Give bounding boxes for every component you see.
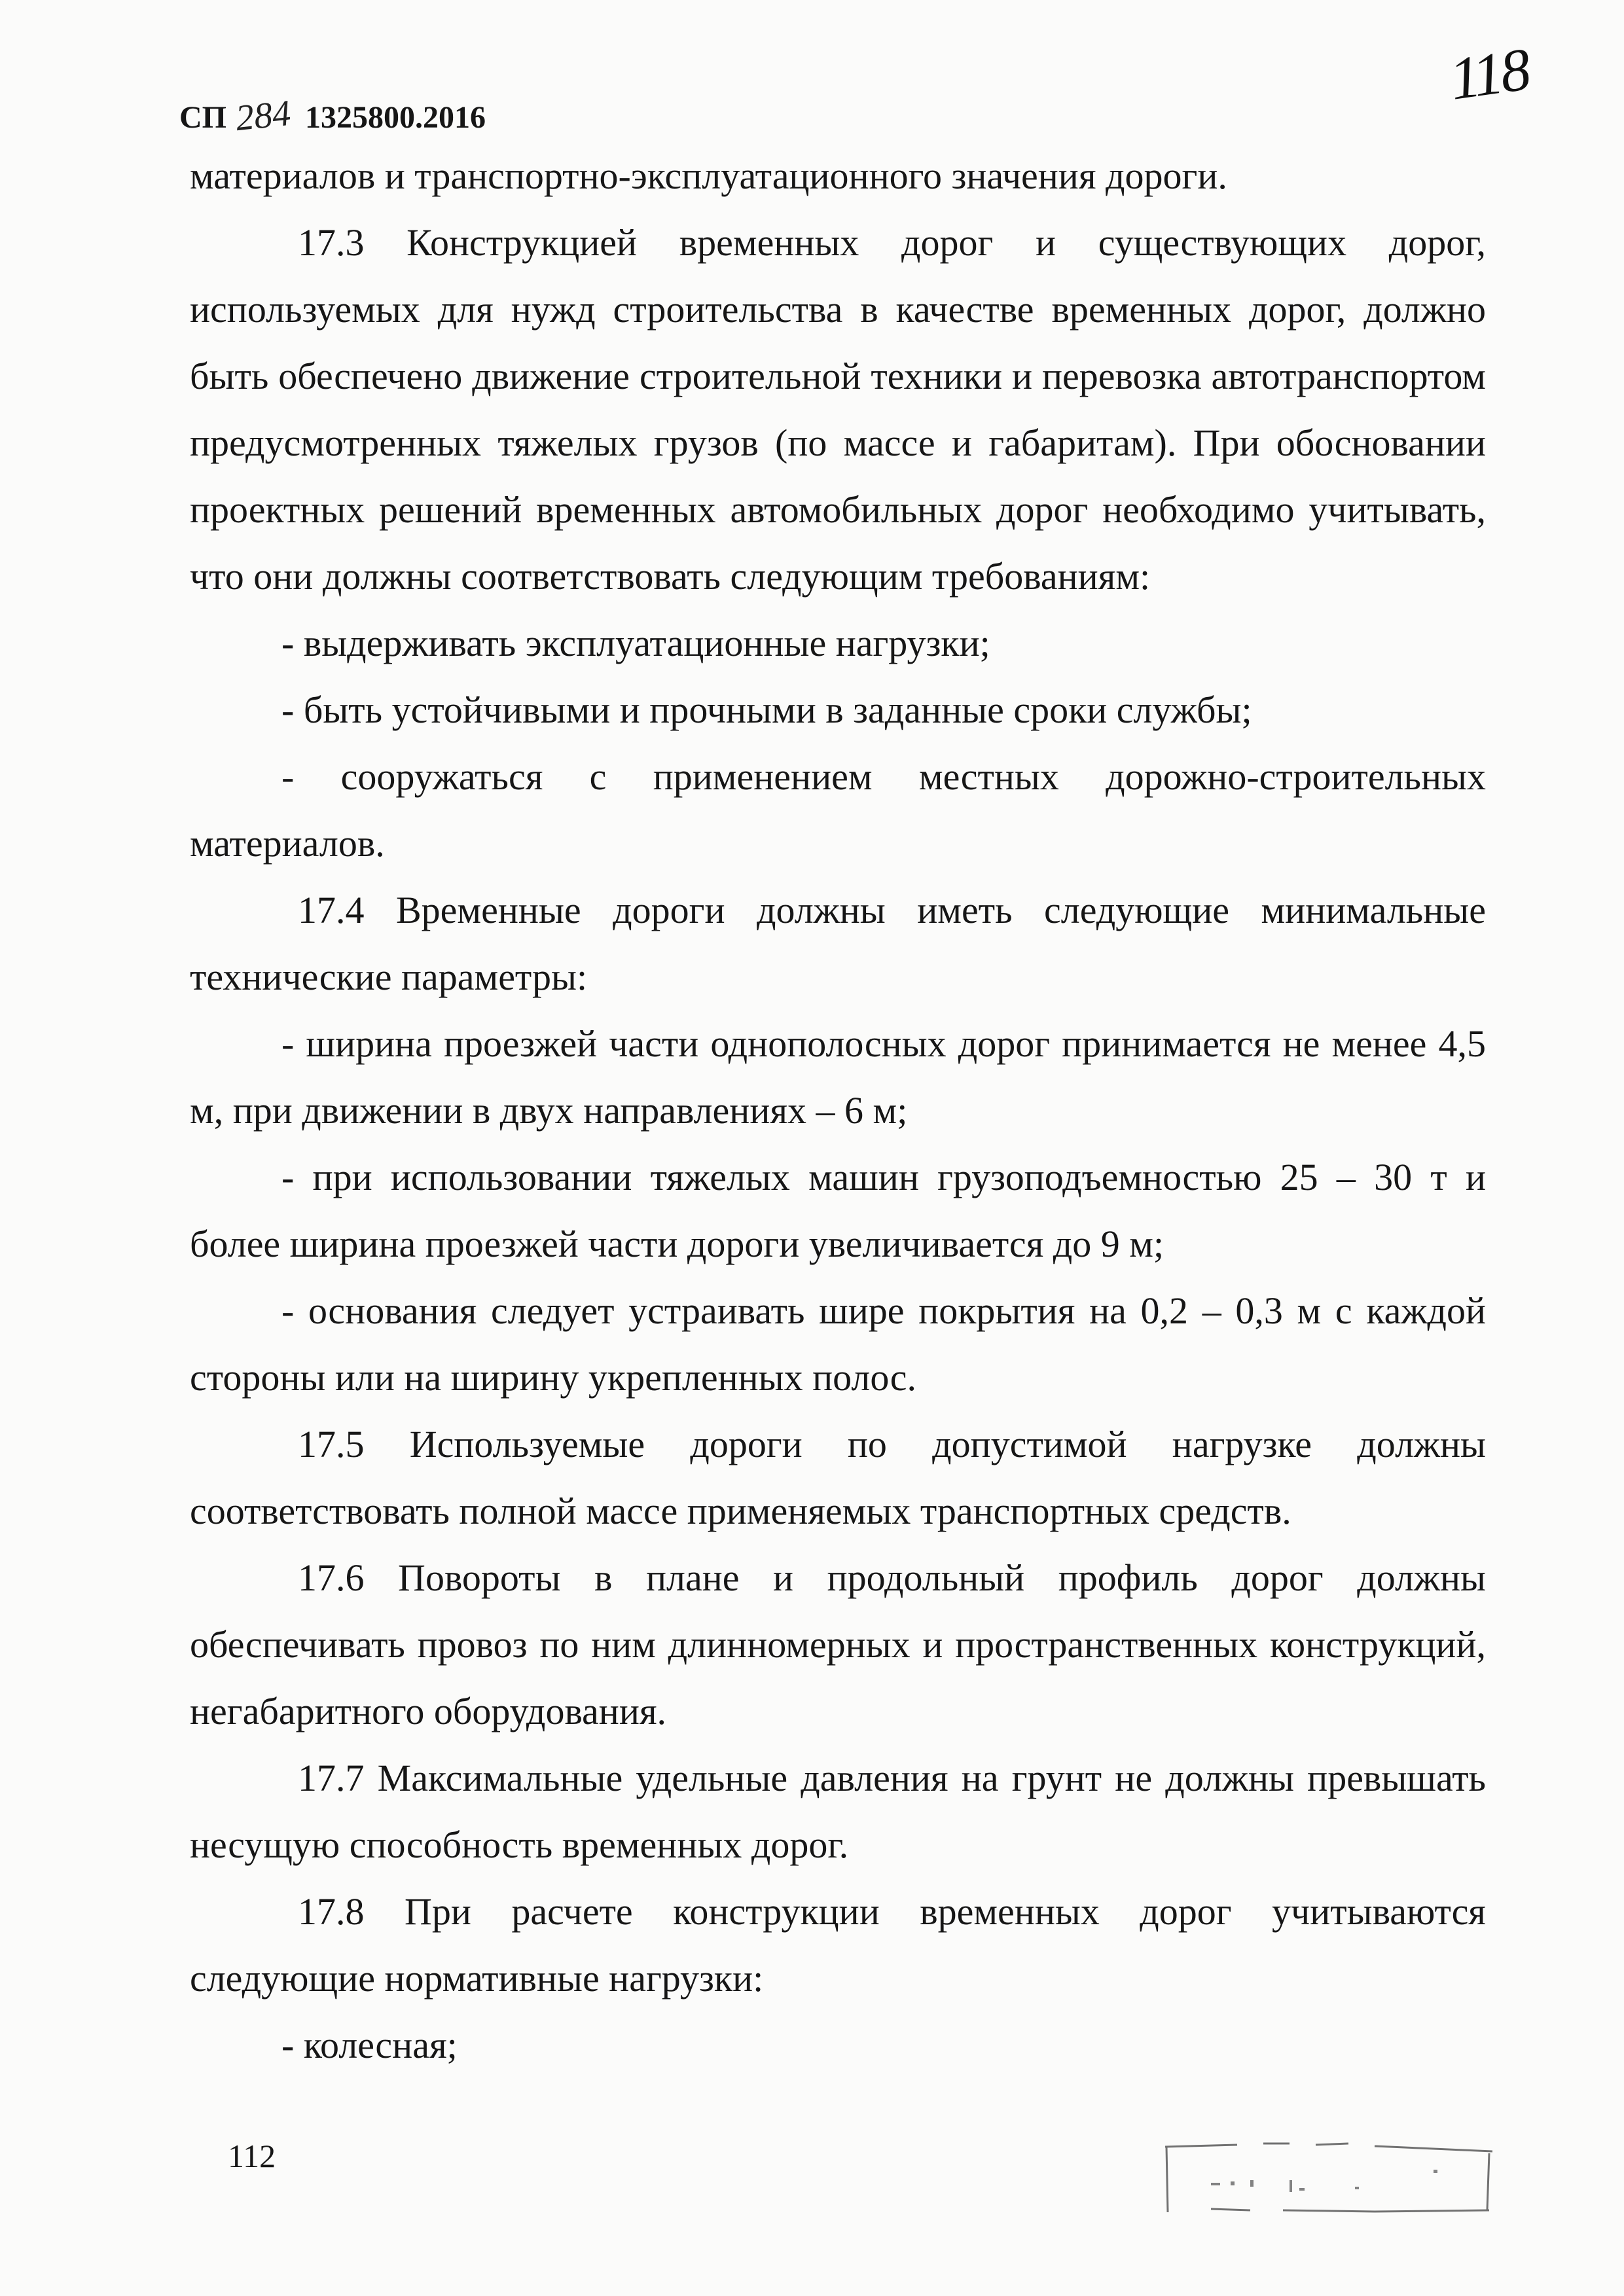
paragraph-17-5: 17.5 Используемые дороги по допустимой нагрузке должны соответствовать полной массе применяемых транспортных средств. [190, 1423, 1486, 1532]
paragraph-17-7: 17.7 Максимальные удельные давления на грунт не должны превышать несущую способность временных дорог. [190, 1757, 1486, 1866]
faded-stamp [1159, 2137, 1499, 2215]
document-header [179, 92, 486, 139]
list-item: - выдерживать эксплуатационные нагрузки; [281, 622, 990, 664]
list-item: - сооружаться с применением местных дорожно-строительных материалов. [190, 755, 1486, 865]
document-body [190, 143, 1486, 2079]
paragraph-17-8: 17.8 При расчете конструкции временных дорог учитываются следующие нормативные нагрузки: [190, 1890, 1486, 2000]
paragraph-17-3: 17.3 Конструкцией временных дорог и существующих дорог, используемых для нужд строительства в качестве временных дорог, должно быть обеспечено движение строительной техники и перевозка автотранспортом предусмотренных тяжелых грузов (по массе и габаритам). При обосновании проектных решений временных автомобильных дорог необходимо учитывать, что они должны соответствовать следующим требованиям: [190, 221, 1486, 598]
list-item: - колесная; [281, 2024, 458, 2066]
standard-number: 1325800.2016 [305, 100, 486, 135]
header-sp: СП [179, 100, 226, 135]
paragraph-17-4: 17.4 Временные дороги должны иметь следующие минимальные технические параметры: [190, 889, 1486, 998]
paragraph-17-6: 17.6 Повороты в плане и продольный профиль дорог должны обеспечивать провоз по ним длинномерных и пространственных конструкций, негабаритного оборудования. [190, 1556, 1486, 1732]
list-item: - быть устойчивыми и прочными в заданные сроки службы; [281, 689, 1252, 731]
list-item: - ширина проезжей части однополосных дорог принимается не менее 4,5 м, при движении в двух направлениях – 6 м; [190, 1022, 1486, 1132]
paragraph: материалов и транспортно-эксплуатационного значения дороги. [190, 154, 1227, 197]
handwritten-sheet-number: 118 [1445, 35, 1532, 113]
list-item: - основания следует устраивать шире покрытия на 0,2 – 0,3 м с каждой стороны или на ширину укрепленных полос. [190, 1289, 1486, 1399]
handwritten-code: 284 [233, 92, 293, 139]
list-item: - при использовании тяжелых машин грузоподъемностью 25 – 30 т и более ширина проезжей части дороги увеличивается до 9 м; [190, 1156, 1486, 1265]
page-number: 112 [228, 2138, 276, 2174]
